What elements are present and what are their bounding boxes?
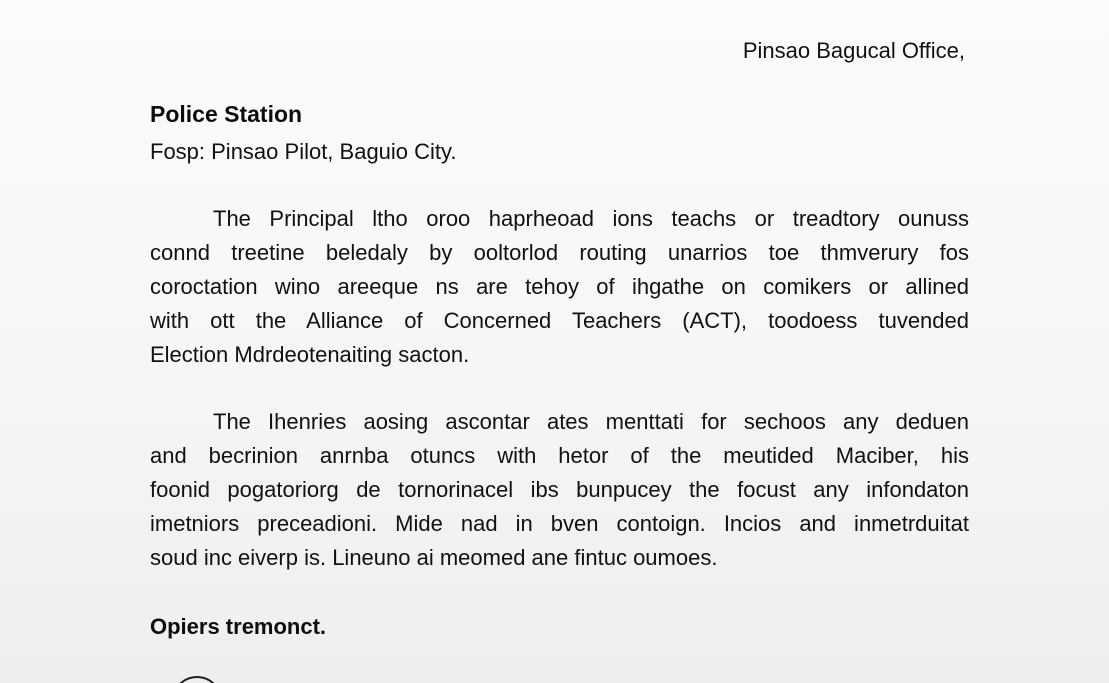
paragraph-line: The Principal ltho oroo haprheoad ions teachs or treadtory ounuss bbox=[213, 206, 969, 231]
recipient-title: Police Station bbox=[150, 101, 303, 127]
paragraph-line: foonid pogatoriorg de tornorinacel ibs bunpucey the focust any infondaton bbox=[150, 477, 969, 502]
body-paragraph-2 bbox=[150, 405, 969, 575]
paragraph-line: with ott the Alliance of Concerned Teachers (ACT), toodoess tuvended bbox=[150, 308, 969, 333]
paragraph-line: The Ihenries aosing ascontar ates menttati for sechoos any deduen bbox=[213, 409, 969, 434]
seal-stamp-icon bbox=[172, 676, 222, 683]
paragraph-line: Election Mdrdeotenaiting sacton. bbox=[150, 342, 470, 367]
recipient-address: Fosp: Pinsao Pilot, Baguio City. bbox=[150, 139, 457, 164]
closing-line: Opiers tremonct. bbox=[150, 614, 327, 639]
paragraph-line: connd treetine beledaly by ooltorlod routing unarrios toe thmverury fos bbox=[150, 240, 969, 265]
paragraph-line: imetniors preceadioni. Mide nad in bven contoign. Incios and inmetrduitat bbox=[150, 511, 969, 536]
body-paragraph-1 bbox=[150, 202, 969, 372]
paragraph-line: coroctation wino areeque ns are tehoy of ihgathe on comikers or allined bbox=[150, 274, 969, 299]
paragraph-line: and becrinion anrnba otuncs with hetor of the meutided Maciber, his bbox=[150, 443, 969, 468]
paragraph-line: soud inc eiverp is. Lineuno ai meomed ane fintuc oumoes. bbox=[150, 545, 718, 570]
office-heading: Pinsao Bagucal Office, bbox=[742, 38, 965, 63]
